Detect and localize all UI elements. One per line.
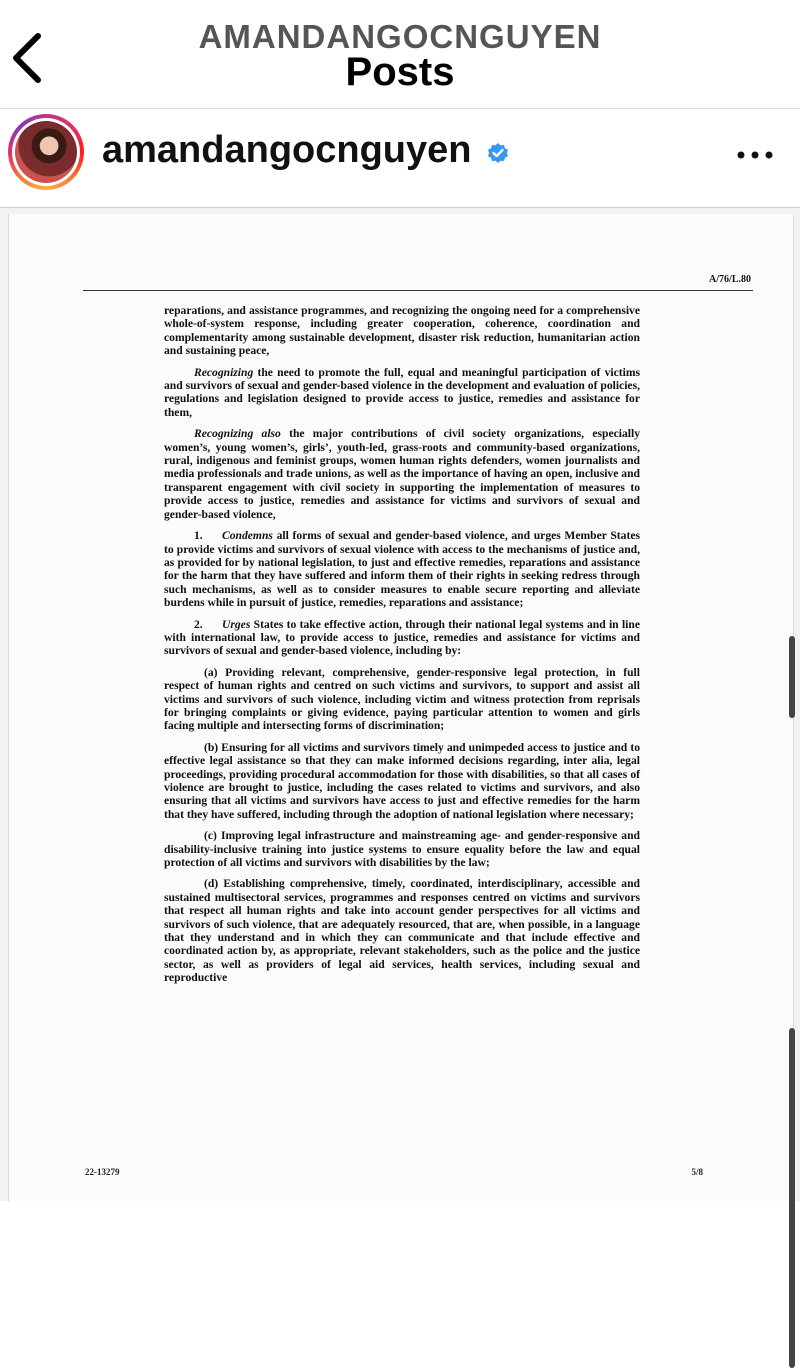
- paragraph-text: the major contributions of civil society organizations, especially women’s, young women’s, girls’, youth-led, grass-roots and community-based organizations, rural, indigenous and feminist groups, women human rights defenders, women journalists and media professionals and trade unions, as well as the importance of having an open, inclusive and transparent engagement with civil society in supporting the implementation of measures to provide access to justice, remedies and assistance for victims and survivors of sexual and gender-based violence,: [164, 427, 640, 521]
- more-options-icon: [730, 135, 780, 175]
- author-username[interactable]: amandangocnguyen: [102, 129, 472, 171]
- page-title: Posts: [345, 50, 455, 94]
- document-page: [8, 214, 794, 1201]
- paragraph: [164, 304, 640, 358]
- top-bar: [0, 0, 800, 108]
- sub-paragraph: [164, 829, 640, 869]
- post-author-row: [0, 108, 800, 207]
- paragraph-lead: Recognizing: [194, 365, 254, 379]
- avatar-image: [15, 121, 77, 183]
- post-image[interactable]: [0, 207, 800, 1201]
- paragraph-lead: Urges: [222, 617, 251, 631]
- story-ring[interactable]: [8, 114, 84, 190]
- scrollbar-thumb[interactable]: [789, 1028, 795, 1368]
- sub-paragraph: [164, 877, 640, 984]
- header-username: AMANDANGOCNGUYEN: [198, 18, 602, 55]
- scrollbar-thumb[interactable]: [789, 636, 795, 718]
- paragraph-text: (a) Providing relevant, comprehensive, gender-responsive legal protection, in full respect of human rights and centred on such victims and survivors, to support and assist all victims and survivors of such violence, including victim and witness protection from reprisals for bringing complaints or giving evidence, paying particular attention to women and girls facing multiple and intersecting forms of discrimination;: [164, 665, 640, 733]
- paragraph-lead: Condemns: [222, 529, 273, 543]
- paragraph-text: (b) Ensuring for all victims and survivors timely and unimpeded access to justice and to effective legal assistance so that they can make informed decisions regarding, inter alia, legal proceedings, providing procedural accommodation for those with disabilities, so that all cases of violence are brought to justice, including the cases related to victims and survivors, and also ensuring that all victims and survivors have access to just and effective remedies for the harm that they have suffered, including through the adoption of national legislation where necessary;: [164, 740, 640, 821]
- header-rule: [83, 290, 753, 291]
- paragraph-text: States to take effective action, through their national legal systems and in line with international law, to provide access to justice, remedies and assistance for victims and survivors of sexual and gender-based violence, including by:: [164, 617, 640, 658]
- sub-paragraph: [164, 741, 640, 821]
- document-body: [164, 304, 640, 993]
- numbered-paragraph: [164, 618, 640, 658]
- more-options-button[interactable]: [730, 135, 780, 175]
- verified-badge-icon: [486, 142, 510, 166]
- document-symbol: A/76/L.80: [709, 274, 751, 285]
- sub-paragraph: [164, 666, 640, 733]
- paragraph-number: 1.: [194, 529, 203, 543]
- numbered-paragraph: [164, 529, 640, 609]
- avatar: [12, 118, 80, 186]
- paragraph-text: (c) Improving legal infrastructure and mainstreaming age- and gender-responsive and disability-inclusive training into justice systems to ensure equality before the law and equal protection of all victims and survivors with disabilities by the law;: [164, 829, 640, 870]
- paragraph-text: all forms of sexual and gender-based violence, and urges Member States to provide victims and survivors of sexual violence with access to the mechanisms of justice and, as provided for by national legislation, to just and effective remedies, reparations and assistance for the harm that they have suffered and inform them of their rights in seeking redress through such mechanisms, as well as to consider measures to enable secure reporting and alleviate burdens while in pursuit of justice, remedies, reparations and assistance;: [164, 529, 640, 610]
- paragraph-number: 2.: [194, 617, 203, 631]
- document-number: 22-13279: [85, 1167, 120, 1177]
- paragraph: [164, 427, 640, 521]
- paragraph-text: reparations, and assistance programmes, and recognizing the ongoing need for a comprehensive whole-of-system response, including greater cooperation, coherence, coordination and complementarity among sustainable development, disaster risk reduction, humanitarian action and sustaining peace,: [164, 304, 640, 358]
- paragraph-lead: Recognizing also: [194, 427, 281, 441]
- paragraph-text: (d) Establishing comprehensive, timely, coordinated, interdisciplinary, accessible and sustained multisectoral services, programmes and responses centred on victims and survivors that respect all human rights and take into account gender perspectives for all victims and survivors of such violence, that are adequately resourced, that are, when possible, in a language that they understand and in which they can communicate and that include effective and coordinated action by, as appropriate, relevant stakeholders, such as the police and the justice sector, as well as providers of legal aid services, health services, including sexual and reproductive: [164, 877, 640, 985]
- page-number: 5/8: [691, 1167, 703, 1177]
- paragraph-text: the need to promote the full, equal and meaningful participation of victims and survivors of sexual and gender-based violence in the development and evaluation of policies, regulations and legislation designed to provide access to justice, remedies and assistance for them,: [164, 365, 640, 419]
- paragraph: [164, 366, 640, 420]
